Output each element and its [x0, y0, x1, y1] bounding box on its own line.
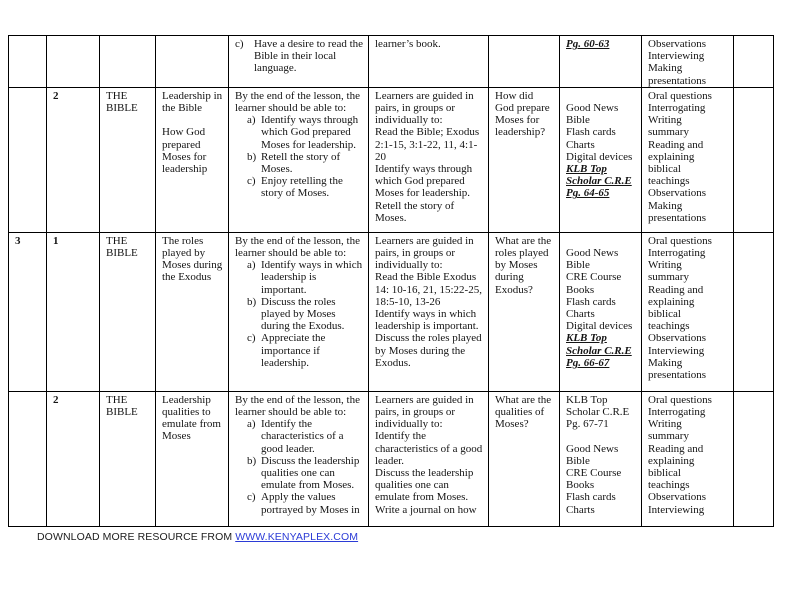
assessment-cell: [642, 36, 734, 88]
assessment-line: Interviewing: [648, 344, 705, 357]
week-cell: [9, 36, 47, 88]
objective-label: b): [247, 454, 257, 467]
resource-line: CRE Course: [566, 271, 622, 284]
objective-label: a): [247, 259, 256, 272]
assessment-line: Making: [648, 62, 683, 75]
objective-item: [235, 175, 364, 199]
assessment-line: presentations: [648, 369, 707, 382]
week-cell: 3: [9, 232, 47, 391]
subtopic-cell: [156, 232, 229, 391]
objectives-cell: [229, 391, 369, 526]
activities-cell: [369, 87, 489, 232]
resource-line: KLB Top: [566, 393, 608, 406]
activity-paragraph: Learners are guided in pairs, in groups or individually to:: [375, 89, 474, 127]
objective-item: [235, 332, 364, 369]
footer-link[interactable]: WWW.KENYAPLEX.COM: [235, 531, 359, 543]
objectives-cell: [229, 36, 369, 88]
topic-cell: [100, 391, 156, 526]
objective-text: Have a desire to read the Bible in their local language.: [254, 38, 364, 75]
resource-line: Scholar C.R.E: [566, 406, 630, 419]
resource-line: Bible: [566, 114, 590, 127]
resource-line: Charts: [566, 308, 595, 321]
activity-paragraph: Read the Bible Exodus 14: 10-16, 21, 15:22-25, 18:5-10, 13-26: [375, 271, 482, 308]
activity-paragraph: Identify ways in which leadership is important.: [375, 308, 479, 333]
objective-label: c): [247, 491, 256, 504]
resource-line: Digital devices: [566, 150, 633, 163]
assessment-line: Writing: [648, 259, 682, 272]
assessment-line: biblical: [648, 308, 681, 321]
subtopic-line: Leadership: [162, 393, 211, 406]
objective-label: c): [247, 175, 256, 188]
resource-line: Bible: [566, 454, 590, 467]
objective-label: a): [247, 418, 256, 431]
table-row: [9, 232, 774, 391]
assessment-line: biblical: [648, 163, 681, 176]
question-line: leadership?: [495, 126, 546, 139]
table-row: [9, 391, 774, 526]
assessment-cell: [642, 391, 734, 526]
objective-text: Enjoy retelling the story of Moses.: [261, 175, 343, 200]
assessment-line: teachings: [648, 479, 690, 492]
assessment-cell: [642, 87, 734, 232]
resource-line: Good News: [566, 102, 619, 114]
objective-text: Retell the story of Moses.: [261, 150, 341, 176]
assessment-line: summary: [648, 126, 689, 139]
page-footer: [37, 531, 358, 543]
table-row: [9, 87, 774, 232]
objectives-intro: By the end of the lesson, the learner should be able to:: [235, 234, 360, 260]
objective-item: [235, 259, 364, 296]
subtopic-line: Moses: [162, 430, 191, 443]
resource-line: [566, 235, 637, 247]
question-line: during: [495, 271, 524, 284]
topic-cell: [100, 36, 156, 88]
objective-label: b): [247, 295, 257, 308]
assessment-line: Observations: [648, 491, 707, 504]
objective-label: a): [247, 114, 256, 127]
assessment-line: Interrogating: [648, 406, 706, 419]
activity-paragraph: Retell the story of Moses.: [375, 199, 455, 224]
subtopic-line: played by: [162, 247, 206, 260]
assessment-line: Reading and: [648, 283, 704, 296]
activity-paragraph: Discuss the leadership qualities one can emulate from Moses.: [375, 467, 474, 504]
objective-text: Identify the characteristics of a good leader.: [261, 418, 344, 455]
objective-text: Discuss the roles played by Moses during the Exodus.: [261, 295, 345, 333]
subtopic-line: prepared: [162, 138, 201, 151]
question-line: God prepare: [495, 102, 550, 115]
question-line: Moses?: [495, 418, 529, 431]
objectives-cell: [229, 87, 369, 232]
lesson-cell: [47, 36, 100, 88]
resource-line: Pg. 67-71: [566, 418, 609, 431]
resource-line: Flash cards: [566, 295, 616, 308]
objective-label: c): [235, 38, 244, 50]
objective-item: [235, 418, 364, 455]
footer-text: DOWNLOAD MORE RESOURCE FROM: [37, 531, 236, 543]
topic-cell: [100, 87, 156, 232]
assessment-cell: [642, 232, 734, 391]
resource-line: KLB Top: [566, 332, 607, 345]
assessment-line: teachings: [648, 320, 690, 333]
activity-paragraph: Discuss the roles played by Moses during the Exodus.: [375, 332, 482, 369]
resource-line: Books: [566, 283, 595, 296]
subtopic-cell: [156, 36, 229, 88]
objective-item: [235, 38, 364, 75]
resource-line: Digital devices: [566, 320, 633, 333]
resource-line: Good News: [566, 247, 619, 259]
activities-cell: [369, 391, 489, 526]
objective-label: b): [247, 150, 257, 163]
assessment-line: presentations: [648, 211, 707, 224]
assessment-line: Writing: [648, 418, 682, 431]
key-question-cell: [489, 87, 560, 232]
assessment-line: Interviewing: [648, 503, 705, 516]
remarks-cell: [734, 36, 774, 88]
activity-paragraph: Identify ways through which God prepared Moses for leadership.: [375, 163, 473, 200]
activity-paragraph: Learners are guided in pairs, in groups or individually to:: [375, 234, 474, 272]
key-question-cell: [489, 391, 560, 526]
subtopic-line: qualities to: [162, 406, 211, 419]
resource-line: Bible: [566, 259, 590, 272]
question-line: roles played: [495, 247, 549, 260]
assessment-line: summary: [648, 430, 689, 443]
subtopic-line: The roles: [162, 234, 204, 247]
topic-line: THE: [106, 393, 128, 406]
subtopic-line: Moses for: [162, 150, 207, 163]
resource-line: Scholar C.R.E: [566, 344, 632, 357]
objective-text: Discuss the leadership qualities one can emulate from Moses.: [261, 454, 360, 492]
objective-text: Appreciate the importance if leadership.: [261, 332, 326, 369]
lesson-cell: 2: [47, 87, 100, 232]
objective-text: Identify ways in which leadership is important.: [261, 259, 363, 296]
question-line: How did: [495, 89, 534, 102]
question-line: qualities of: [495, 406, 545, 419]
activity-paragraph: Identify the characteristics of a good leader.: [375, 430, 483, 467]
assessment-line: teachings: [648, 175, 690, 188]
subtopic-cell: [156, 391, 229, 526]
resources-cell: [560, 36, 642, 88]
objective-item: [235, 455, 364, 492]
assessment-line: Making: [648, 356, 683, 369]
assessment-line: explaining: [648, 454, 695, 467]
question-line: Exodus?: [495, 283, 533, 296]
resource-line: Good News: [566, 442, 619, 455]
activity-paragraph: Read the Bible; Exodus 2:1-15, 3:1-22, 11, 4:1-20: [375, 126, 480, 163]
question-line: Moses for: [495, 114, 540, 127]
objectives-cell: [229, 232, 369, 391]
subtopic-line: Leadership in: [162, 89, 223, 102]
remarks-cell: [734, 232, 774, 391]
subtopic-line: [162, 114, 224, 126]
key-question-cell: [489, 232, 560, 391]
resource-line: Charts: [566, 503, 595, 516]
assessment-line: Observations: [648, 38, 707, 50]
assessment-line: Observations: [648, 332, 707, 345]
topic-line: THE: [106, 234, 128, 247]
resource-line: Pg. 66-67: [566, 356, 610, 369]
question-line: What are the: [495, 234, 552, 247]
objective-text: Apply the values portrayed by Moses in: [261, 491, 360, 516]
table-row: [9, 36, 774, 88]
resource-line: [566, 430, 637, 442]
subtopic-line: the Exodus: [162, 271, 212, 284]
activity-paragraph: Learners are guided in pairs, in groups or individually to:: [375, 393, 474, 431]
topic-line: THE: [106, 89, 128, 102]
activity-paragraph: learner’s book.: [375, 38, 441, 50]
subtopic-line: How God: [162, 126, 206, 139]
objective-item: [235, 114, 364, 151]
remarks-cell: [734, 87, 774, 232]
objective-text: Identify ways through which God prepared Moses for leadership.: [261, 114, 359, 151]
assessment-line: Oral questions: [648, 234, 712, 247]
question-line: What are the: [495, 393, 552, 406]
lesson-cell: 1: [47, 232, 100, 391]
assessment-line: Writing: [648, 114, 682, 127]
assessment-line: Interrogating: [648, 102, 706, 115]
week-cell: [9, 391, 47, 526]
topic-line: BIBLE: [106, 406, 138, 419]
resources-cell: [560, 391, 642, 526]
objectives-intro: By the end of the lesson, the learner should be able to:: [235, 89, 360, 115]
resource-line: [566, 90, 637, 102]
resources-cell: [560, 232, 642, 391]
question-line: by Moses: [495, 259, 538, 272]
assessment-line: Oral questions: [648, 89, 712, 102]
assessment-line: explaining: [648, 150, 695, 163]
lesson-cell: 2: [47, 391, 100, 526]
key-question-cell: [489, 36, 560, 88]
objective-item: [235, 151, 364, 175]
scheme-of-work-table: [8, 35, 774, 527]
objective-item: [235, 296, 364, 333]
topic-cell: [100, 232, 156, 391]
activities-cell: [369, 36, 489, 88]
assessment-line: biblical: [648, 467, 681, 480]
assessment-line: summary: [648, 271, 689, 284]
resource-line: Flash cards: [566, 126, 616, 139]
assessment-line: explaining: [648, 295, 695, 308]
week-cell: [9, 87, 47, 232]
topic-line: BIBLE: [106, 102, 138, 115]
objectives-intro: By the end of the lesson, the learner should be able to:: [235, 393, 360, 419]
resource-line: Flash cards: [566, 491, 616, 504]
activities-cell: [369, 232, 489, 391]
subtopic-line: Moses during: [162, 259, 223, 272]
resource-line: CRE Course: [566, 467, 622, 480]
assessment-line: Making: [648, 199, 683, 212]
activity-paragraph: Write a journal on how: [375, 503, 477, 516]
resource-line: KLB Top: [566, 163, 607, 176]
resource-line: Pg. 60-63: [566, 38, 610, 50]
subtopic-cell: [156, 87, 229, 232]
assessment-line: Oral questions: [648, 393, 712, 406]
assessment-line: Observations: [648, 187, 707, 200]
assessment-line: presentations: [648, 74, 707, 87]
resource-line: Scholar C.R.E: [566, 175, 632, 188]
resources-cell: [560, 87, 642, 232]
objective-label: c): [247, 332, 256, 345]
remarks-cell: [734, 391, 774, 526]
assessment-line: Reading and: [648, 442, 704, 455]
assessment-line: Interviewing: [648, 50, 705, 63]
objective-item: [235, 491, 364, 515]
resource-line: Pg. 64-65: [566, 187, 610, 200]
assessment-line: Reading and: [648, 138, 704, 151]
topic-line: BIBLE: [106, 247, 138, 260]
subtopic-line: the Bible: [162, 102, 203, 115]
subtopic-line: leadership: [162, 163, 208, 176]
assessment-line: Interrogating: [648, 247, 706, 260]
resource-line: Charts: [566, 138, 595, 151]
subtopic-line: emulate from: [162, 418, 221, 431]
resource-line: Books: [566, 479, 595, 492]
